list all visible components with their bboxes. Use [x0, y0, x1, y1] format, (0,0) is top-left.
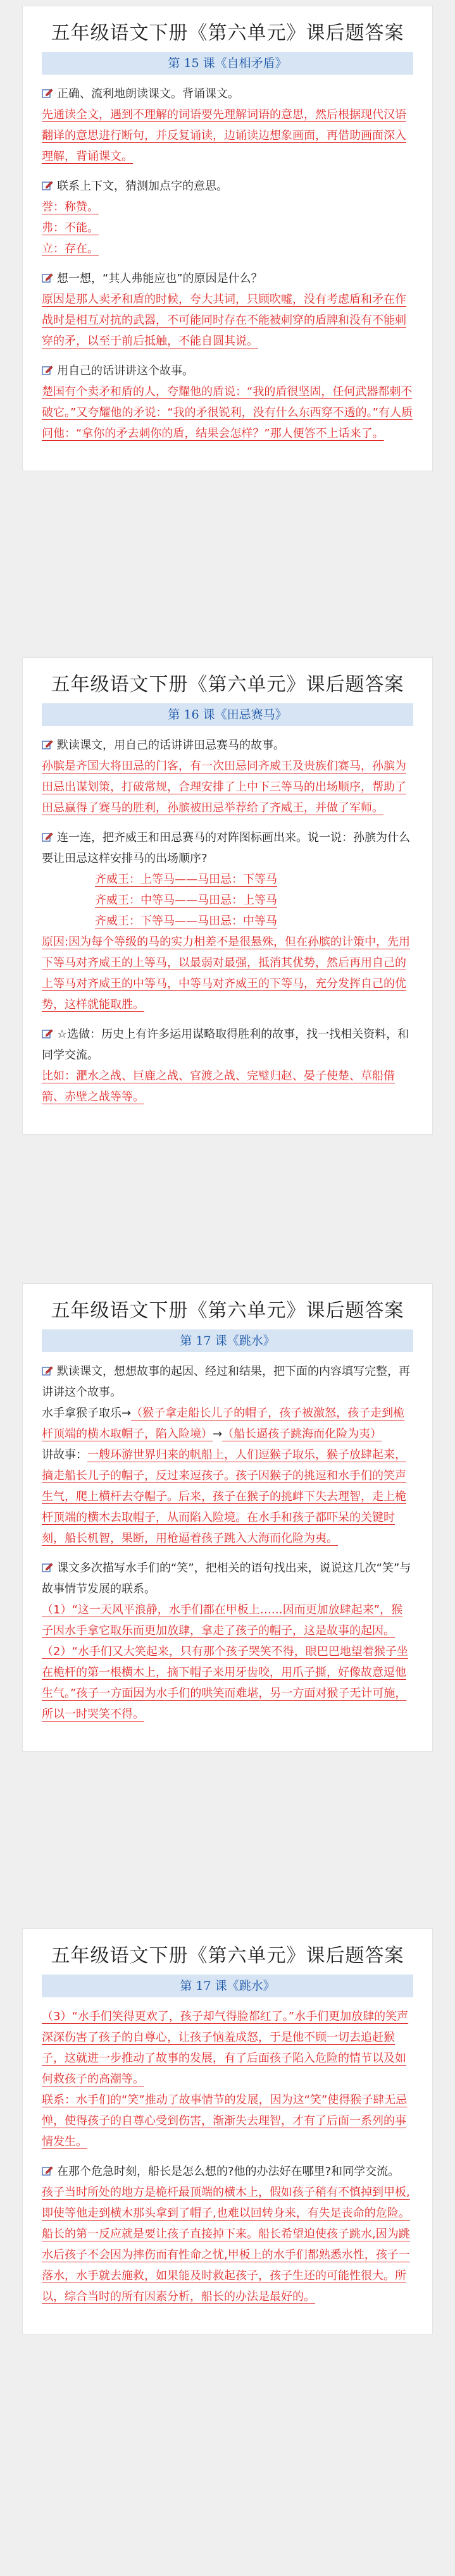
question: 课文多次描写水手们的“笑”，把相关的语句找出来，说说这几次“笑”与故事情节发展的联系。 — [42, 1562, 411, 1596]
story-answer: 讲故事：一艘环游世界归来的帆船上，人们逗猴子取乐，猴子放肆起来，摘走船长儿子的帽子，反过来逗孩子。孩子因猴子的挑逗和水手们的笑声生气，爬上横杆去夺帽子。后来，孩子在猴子的挑衅下失去理智，走上桅杆顶端的横木去取帽子，从而陷入险境。在水手和孩子都吓呆的关键时刻，船长机智，果断，用枪逼着孩子跳入大海而化险为夷。 — [42, 1448, 406, 1545]
question: 默读课文，想想故事的起因、经过和结果，把下面的内容填写完整，再讲讲这个故事。 — [42, 1365, 410, 1399]
match-pair: 齐威王：下等马——马田忌：中等马 — [95, 915, 277, 928]
question-block — [42, 268, 413, 352]
answer: （船长逼孩子跳海而化险为夷） — [222, 1427, 382, 1441]
answer: 先通读全文，遇到不理解的词语要先理解词语的意思，然后根据现代汉语翻译的意思进行断句，并反复诵读，边诵读边想象画面，再借助画面深入理解，背诵课文。 — [42, 108, 406, 163]
question: 在那个危急时刻，船长是怎么想的?他的办法好在哪里?和同学交流。 — [42, 2161, 413, 2182]
question: 用自己的话讲讲这个故事。 — [42, 361, 413, 381]
question: 联系上下文，猜测加点字的意思。 — [42, 176, 413, 197]
answer: 比如：淝水之战、巨鹿之战、官渡之战、完璧归赵、晏子使楚、草船借箭、赤壁之战等等。 — [42, 1069, 395, 1104]
pencil-note-icon — [42, 739, 53, 750]
question: 连一连，把齐威王和田忌赛马的对阵图标画出来。说一说：孙膑为什么要让田忌这样安排马的出场顺序? — [42, 831, 410, 865]
lesson-header: 第 17 课《跳水》 — [42, 1975, 413, 1997]
answer: 原因:因为每个等级的马的实力相差不是很悬殊，但在孙膑的计策中，先用下等马对齐威王的上等马，以最弱对最强，抵消其优势，然后再用自己的上等马对齐威王的中等马，中等马对齐威王的下等马，充分发挥自己的优势，这样就能取胜。 — [42, 935, 411, 1011]
question-block — [42, 1361, 413, 1549]
pencil-note-icon — [42, 2166, 53, 2176]
pencil-note-icon — [42, 273, 53, 283]
lesson-header: 第 17 课《跳水》 — [42, 1329, 413, 1352]
match-pair: 齐威王：上等马——马田忌：下等马 — [95, 873, 277, 886]
question-block — [42, 176, 413, 259]
pencil-note-icon — [42, 832, 53, 842]
pencil-note-icon — [42, 1028, 53, 1039]
question: 想一想，“其人弗能应也”的原因是什么？ — [42, 268, 413, 289]
question-block — [42, 735, 413, 818]
question-block — [42, 361, 413, 444]
answer: 联系：水手们的“笑”推动了故事情节的发展，因为这“笑”使得猴子肆无忌惮，使得孩子的自尊心受到伤害，渐渐失去理智，才有了后面一系列的事情发生。 — [42, 2093, 408, 2148]
question: 正确、流利地朗读课文。背诵课文。 — [42, 83, 413, 104]
answer: （猴子拿走船长儿子的帽子，孩子被激怒，孩子走到桅杆顶端的横木取帽子，陷入险境） — [42, 1407, 405, 1441]
flow-line: 水手拿猴子取乐→（猴子拿走船长儿子的帽子，孩子被激怒，孩子走到桅杆顶端的横木取帽子，陷入险境）→（船长逼孩子跳海而化险为夷） — [42, 1407, 405, 1441]
answer: 孙膑是齐国大将田忌的门客，有一次田忌同齐威王及贵族们赛马，孙膑为田忌出谋划策，打破常规，合理安排了上中下三等马的出场顺序，帮助了田忌赢得了赛马的胜利，孙膑被田忌举荐给了齐威王，并做了军师。 — [42, 760, 406, 815]
pencil-note-icon — [42, 1365, 53, 1376]
question: ☆选做：历史上有许多运用谋略取得胜利的故事，找一找相关资料，和同学交流。 — [42, 1028, 409, 1062]
answer: 孩子当时所处的地方是桅杆最顶端的横木上，假如孩子稍有不慎掉到甲板,即使等他走到横木那头拿到了帽子,也难以回转身来，有失足丧命的危险。船长的第一反应就是要让孩子直接掉下来。船长希望迫使孩子跳水,因为跳水后孩子不会因为摔伤而有性命之忧,甲板上的水手们都熟悉水性，孩子一落水，水手就去施救，如果能及时救起孩子，孩子生还的可能性很大。所以，综合当时的所有因素分析，船长的办法是最好的。 — [42, 2186, 410, 2303]
question-block — [42, 827, 413, 1015]
answer-page-3 — [23, 1284, 432, 1751]
question: 默读课文，用自己的话讲讲田忌赛马的故事。 — [42, 735, 413, 756]
pencil-note-icon — [42, 180, 53, 191]
question-block — [42, 2006, 413, 2152]
answer-page-2 — [23, 658, 432, 1134]
pencil-note-icon — [42, 365, 53, 376]
question-block — [42, 1024, 413, 1107]
answer: （1）“这一天风平浪静，水手们都在甲板上……因而更加放肆起来”，猴子因水手拿它取乐而更加放肆，拿走了孩子的帽子，这是故事的起因。 — [42, 1603, 403, 1637]
question-block — [42, 83, 413, 167]
answer: 一艘环游世界归来的帆船上，人们逗猴子取乐，猴子放肆起来，摘走船长儿子的帽子，反过来逗孩子。孩子因猴子的挑逗和水手们的笑声生气，爬上横杆去夺帽子。后来，孩子在猴子的挑衅下失去理智，走上桅杆顶端的横木去取帽子，从而陷入险境。在水手和孩子都吓呆的关键时刻，船长机智，果断，用枪逼着孩子跳入大海而化险为夷。 — [42, 1448, 406, 1545]
answer: （2）“水手们又大笑起来，只有那个孩子哭笑不得，眼巴巴地望着猴子坐在桅杆的第一根横木上，摘下帽子来用牙齿咬，用爪子撕，好像故意逗他生气。”孩子一方面因为水手们的哄笑而难堪，另一方面对猴子无计可施，所以一时哭笑不得。 — [42, 1645, 408, 1721]
question-block — [42, 1558, 413, 1725]
answer: 誉：称赞。 — [42, 200, 99, 214]
answer-page-1 — [23, 6, 432, 471]
lesson-header: 第 15 课《自相矛盾》 — [42, 52, 413, 75]
page-title: 五年级语文下册《第六单元》课后题答案 — [51, 1945, 404, 1967]
pencil-note-icon — [42, 1562, 53, 1573]
question-block — [42, 2161, 413, 2307]
answer: 弗：不能。 — [42, 221, 99, 235]
answer-page-4 — [23, 1929, 432, 2334]
lesson-header: 第 16 课《田忌赛马》 — [42, 703, 413, 726]
answer: 楚国有个卖矛和盾的人，夸耀他的盾说：“我的盾很坚固，任何武器都刺不破它。”又夸耀他的矛说：“我的矛很锐利，没有什么东西穿不透的。”有人质问他：“拿你的矛去刺你的盾，结果会怎样？”那人便答不上话来了。 — [42, 385, 413, 440]
answer: （3）“水手们笑得更欢了，孩子却气得脸都红了。”水手们更加放肆的笑声深深伤害了孩子的自尊心，让孩子恼羞成怒，于是他不顾一切去追赶猴子，这就进一步推动了故事的发展，有了后面孩子陷入危险的情节以及如何救孩子的高潮等。 — [42, 2010, 409, 2086]
answer: 立：存在。 — [42, 242, 99, 256]
match-pair: 齐威王：中等马——马田忌：上等马 — [95, 894, 277, 907]
answer: 原因是那人卖矛和盾的时候，夸大其词，只顾吹嘘，没有考虑盾和矛在作战时是相互对抗的武器，不可能同时存在不能被刺穿的盾牌和没有不能刺穿的矛，以至于前后抵触，不能自圆其说。 — [42, 293, 406, 348]
page-title: 五年级语文下册《第六单元》课后题答案 — [51, 1300, 404, 1322]
pencil-note-icon — [42, 88, 53, 99]
page-title: 五年级语文下册《第六单元》课后题答案 — [51, 674, 404, 696]
page-title: 五年级语文下册《第六单元》课后题答案 — [51, 22, 404, 44]
